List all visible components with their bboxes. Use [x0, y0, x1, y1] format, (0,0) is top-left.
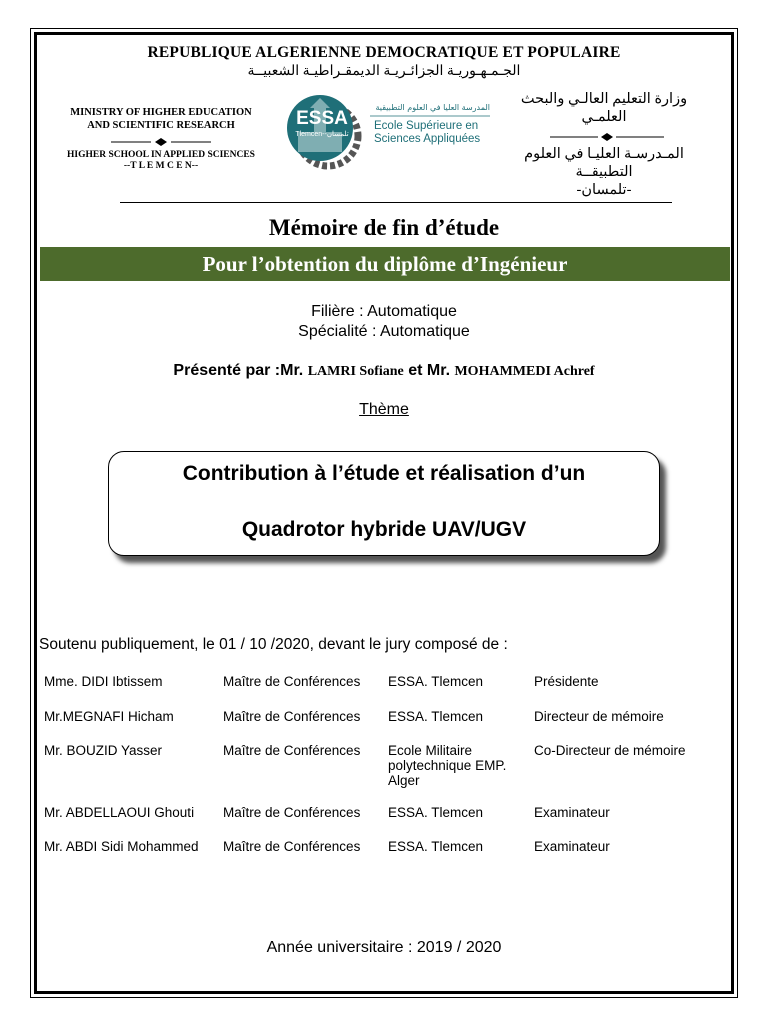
theme-line2: Quadrotor hybride UAV/UGV	[241, 518, 527, 541]
school-ar-line2: التطبيقــة	[575, 164, 633, 180]
jury-role: Examinateur	[534, 805, 610, 820]
presented-by	[34, 362, 734, 380]
header-divider	[120, 202, 672, 203]
connector: et Mr.	[408, 362, 451, 379]
school-en-line2: --T L E M C E N--	[123, 161, 199, 171]
jury-role: Directeur de mémoire	[534, 709, 664, 724]
filiere: Filière : Automatique	[311, 303, 457, 320]
jury-grade: Maître de Conférences	[223, 839, 361, 854]
logo-text-fr-line1: Ecole Supérieure en	[374, 120, 479, 132]
jury-grade: Maître de Conférences	[223, 743, 361, 758]
jury-name: Mme. DIDI Ibtissem	[44, 674, 163, 689]
school-ar-line1: المـدرسـة العليـا في العلوم	[524, 146, 684, 162]
jury-institution: Ecole Militaire polytechnique EMP. Alger	[388, 743, 507, 788]
ministry-block-en	[52, 106, 270, 132]
logo-sub-text: Tlemcen--تلمسان	[295, 131, 349, 138]
jury-name: Mr. ABDELLAOUI Ghouti	[44, 805, 195, 820]
presented-label: Présenté par :Mr.	[173, 362, 304, 379]
author-1: LAMRI Sofiane	[307, 364, 404, 379]
jury-grade: Maître de Conférences	[223, 709, 361, 724]
separator-left	[111, 137, 211, 147]
school-en-line1: HIGHER SCHOOL IN APPLIED SCIENCES	[67, 150, 255, 160]
ministry-en-line2: AND SCIENTIFIC RESEARCH	[87, 120, 235, 131]
jury-institution: ESSA. Tlemcen	[388, 805, 484, 820]
jury-name: Mr.MEGNAFI Hicham	[44, 709, 174, 724]
republic-title-ar: الجـمـهـوريـة الجزائـريـة الديمقـراطيـة الشعبيــة	[247, 64, 521, 79]
soutenance-text: Soutenu publiquement, le 01 / 10 /2020, devant le jury composé de :	[39, 636, 508, 653]
jury-name: Mr. ABDI Sidi Mohammed	[44, 839, 199, 854]
theme-line1: Contribution à l’étude et réalisation d’un	[182, 462, 586, 485]
logo-text-ar: المدرسة العليا في العلوم التطبيقية	[375, 103, 490, 112]
jury-institution: ESSA. Tlemcen	[388, 709, 484, 724]
theme-label: Thème	[359, 401, 409, 418]
jury-institution: ESSA. Tlemcen	[388, 674, 484, 689]
ministry-en-line1: MINISTRY OF HIGHER EDUCATION	[70, 107, 252, 118]
school-ar-line3: -تلمسان-	[576, 182, 632, 198]
ministry-ar-line1: وزارة التعليم العالـي والبحث	[520, 91, 688, 107]
jury-role: Co-Directeur de mémoire	[534, 743, 686, 758]
jury-name: Mr. BOUZID Yasser	[44, 743, 163, 758]
memoire-title: Mémoire de fin d’étude	[268, 215, 500, 240]
specialite: Spécialité : Automatique	[298, 323, 470, 340]
jury-role: Examinateur	[534, 839, 610, 854]
school-block-en	[52, 150, 270, 172]
author-2: MOHAMMEDI Achref	[454, 364, 595, 379]
ministry-ar-line2: العلمـي	[581, 109, 627, 125]
essa-logo	[280, 88, 495, 170]
school-block-ar	[504, 145, 704, 199]
logo-main-text: ESSA	[296, 108, 348, 129]
jury-institution: ESSA. Tlemcen	[388, 839, 484, 854]
logo-text-fr-line2: Sciences Appliquées	[374, 133, 481, 145]
diploma-banner: Pour l’obtention du diplôme d’Ingénieur	[40, 247, 730, 281]
republic-title-fr: REPUBLIQUE ALGERIENNE DEMOCRATIQUE ET POPULAIRE	[147, 44, 621, 61]
academic-year: Année universitaire : 2019 / 2020	[266, 939, 502, 956]
jury-grade: Maître de Conférences	[223, 805, 361, 820]
separator-right	[550, 132, 664, 142]
jury-role: Présidente	[534, 674, 599, 689]
ministry-block-ar	[504, 90, 704, 126]
jury-grade: Maître de Conférences	[223, 674, 361, 689]
